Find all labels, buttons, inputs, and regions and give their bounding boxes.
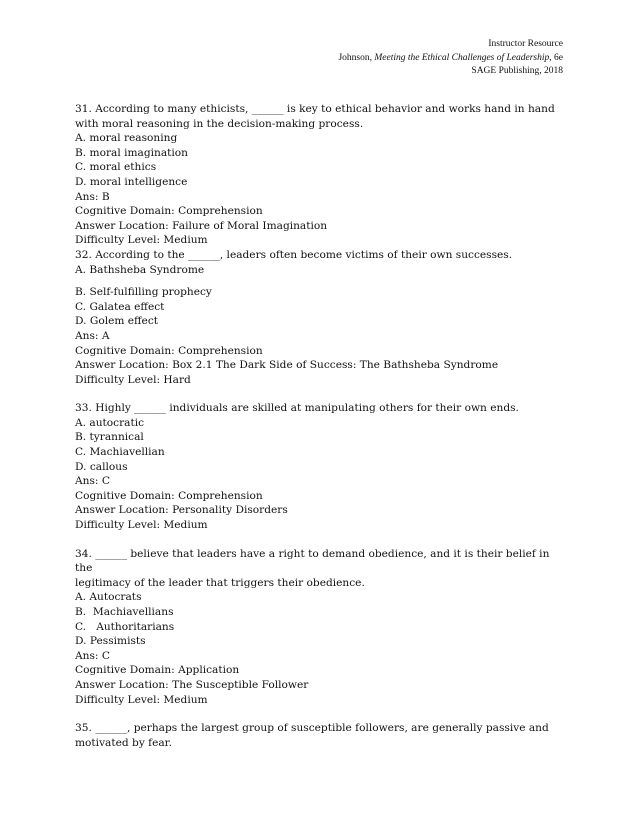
answer-location: Answer Location: Box 2.1 The Dark Side of Success: The Bathsheba Syndrome (75, 359, 499, 372)
cognitive-domain: Cognitive Domain: Comprehension (75, 344, 263, 357)
difficulty-level: Difficulty Level: Hard (75, 373, 191, 386)
cognitive-domain: Cognitive Domain: Comprehension (75, 205, 263, 218)
answer-option: B. Machiavellians (75, 606, 174, 618)
answer-key: Ans: A (75, 329, 110, 342)
question-31 (75, 102, 565, 248)
header-line-book (338, 52, 563, 66)
spacer (75, 533, 565, 547)
header-line-publisher: SAGE Publishing, 2018 (471, 66, 563, 76)
answer-option: D. Golem effect (75, 315, 159, 328)
answer-option: A. Bathsheba Syndrome (75, 263, 205, 276)
answer-option: D. callous (75, 460, 128, 473)
answer-option: D. moral intelligence (75, 175, 188, 188)
difficulty-level: Difficulty Level: Medium (75, 234, 208, 247)
answer-option: A. moral reasoning (75, 132, 178, 145)
answer-option: A. Autocrats (75, 591, 142, 604)
answer-option: B. tyrannical (75, 431, 144, 444)
answer-option: B. Self-fulfilling prophecy (75, 286, 212, 299)
cognitive-domain: Cognitive Domain: Application (75, 664, 240, 677)
question-stem: 33. Highly ______ individuals are skilled at manipulating others for their own ends. (75, 402, 519, 415)
answer-option: C. Galatea effect (75, 300, 165, 313)
question-35 (75, 721, 565, 750)
question-stem: with moral reasoning in the decision-making process. (75, 117, 364, 130)
question-stem: 34. ______ believe that leaders have a right to demand obedience, and it is their belief in the (75, 547, 553, 575)
answer-option: D. Pessimists (75, 635, 146, 648)
question-stem: 31. According to many ethicists, ______ is key to ethical behavior and works hand in hand (75, 103, 555, 115)
answer-key: Ans: C (75, 649, 110, 662)
question-33 (75, 401, 565, 532)
header-line-resource: Instructor Resource (488, 39, 563, 49)
spacer (75, 387, 565, 401)
answer-option: C. moral ethics (75, 161, 157, 174)
answer-option: C. Authoritarians (75, 620, 175, 633)
question-32 (75, 248, 565, 387)
answer-location: Answer Location: Failure of Moral Imagination (75, 219, 328, 232)
cognitive-domain: Cognitive Domain: Comprehension (75, 489, 263, 502)
answer-location: Answer Location: The Susceptible Follower (75, 678, 309, 691)
question-34 (75, 547, 565, 708)
question-stem: 35. ______, perhaps the largest group of susceptible followers, are generally passive and (75, 722, 549, 735)
header-edition: , 6e (549, 52, 563, 63)
answer-location: Answer Location: Personality Disorders (75, 504, 288, 517)
difficulty-level: Difficulty Level: Medium (75, 693, 208, 706)
page-header (338, 38, 563, 79)
answer-key: Ans: C (75, 475, 110, 488)
question-stem: legitimacy of the leader that triggers their obedience. (75, 576, 365, 589)
header-author: Johnson, (338, 52, 375, 63)
spacer (75, 277, 565, 285)
question-stem: 32. According to the ______, leaders often become victims of their own successes. (75, 248, 513, 261)
question-stem: motivated by fear. (75, 736, 172, 749)
answer-option: A. autocratic (75, 416, 145, 429)
difficulty-level: Difficulty Level: Medium (75, 519, 208, 532)
question-list (75, 102, 565, 750)
answer-option: B. moral imagination (75, 146, 188, 159)
spacer (75, 707, 565, 721)
header-book-title: Meeting the Ethical Challenges of Leadership (374, 52, 550, 63)
answer-option: C. Machiavellian (75, 446, 165, 459)
answer-key: Ans: B (75, 190, 110, 203)
